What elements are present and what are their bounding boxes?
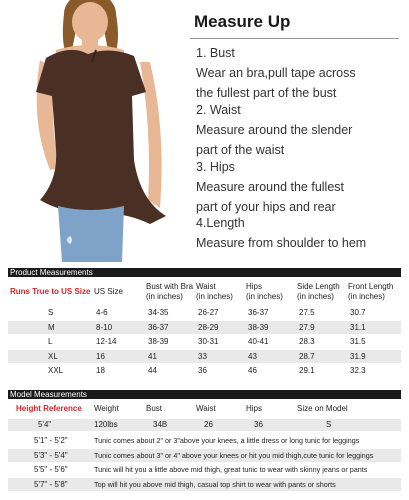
col-hips: Hips — [246, 282, 263, 291]
col-front-length-unit: (in inches) — [348, 292, 385, 301]
table-cell: 18 — [96, 366, 105, 375]
length-line-1: Measure from shoulder to hem — [196, 236, 367, 250]
col-model-bust: Bust — [146, 404, 163, 413]
col-bust-unit: (in inches) — [146, 292, 183, 301]
table-cell: 27.5 — [299, 308, 315, 317]
hips-instruction — [196, 157, 344, 217]
fit-note: Top will hit you above mid thigh, casual top shirt to wear with pants or shorts — [94, 479, 336, 489]
model-measurements-band: Model Measurements — [8, 390, 401, 399]
table-cell: 28.7 — [299, 351, 315, 361]
table-cell: 4-6 — [96, 308, 108, 317]
bust-instruction — [196, 43, 356, 103]
table-cell: 12-14 — [96, 337, 117, 346]
height-range: 5'3" - 5'4" — [34, 450, 68, 460]
hips-heading: 3. Hips — [196, 160, 235, 174]
table-cell: 41 — [148, 351, 157, 361]
height-range: 5'1" - 5'2" — [34, 436, 68, 445]
table-cell: 8-10 — [96, 322, 113, 332]
col-side-length-unit: (in inches) — [297, 292, 334, 301]
table-cell: 30.7 — [350, 308, 366, 317]
table-cell: 38-39 — [148, 337, 169, 346]
product-measurements-band: Product Measurements — [8, 268, 401, 277]
col-height-reference: Height Reference — [16, 404, 82, 413]
waist-line-2: part of the waist — [196, 143, 285, 157]
table-cell: 32.3 — [350, 366, 366, 375]
table-row — [8, 350, 401, 363]
table-cell: 31.9 — [350, 351, 366, 361]
product-photo — [0, 0, 180, 262]
bust-heading: 1. Bust — [196, 46, 235, 60]
table-row — [8, 335, 401, 348]
table-cell: 30-31 — [198, 337, 219, 346]
table-cell: 28.3 — [299, 337, 315, 346]
fit-note: Tunic will hit you a little above mid thigh, great tunic to wear with skinny jeans or pants — [94, 465, 368, 474]
model-header-row — [8, 402, 401, 416]
model-waist: 26 — [204, 420, 213, 429]
table-cell: 31.1 — [350, 322, 366, 332]
height-range: 5'5" - 5'6" — [34, 465, 68, 474]
list-item — [8, 434, 401, 447]
model-stats-row — [8, 419, 401, 431]
model-height: 5'4" — [38, 420, 52, 429]
fit-note: Tunic comes about 3" or 4" above your knees or hit you mid thigh,cute tunic for leggings — [94, 450, 374, 460]
model-weight: 120lbs — [94, 420, 118, 429]
table-cell: 16 — [96, 351, 105, 361]
hips-line-2: part of your hips and rear — [196, 200, 336, 214]
bust-line-1: Wear an bra,pull tape across — [196, 66, 356, 80]
table-cell: 29.1 — [299, 366, 315, 375]
product-header-row — [8, 280, 401, 304]
table-cell: 46 — [248, 366, 257, 375]
title-divider — [190, 38, 399, 39]
col-bust: Bust with Bra — [146, 282, 194, 291]
bust-line-2: the fullest part of the bust — [196, 86, 337, 100]
table-cell: 34-35 — [148, 308, 169, 317]
table-cell: 28-29 — [198, 322, 219, 332]
table-row — [8, 306, 401, 319]
col-side-length: Side Length — [297, 282, 340, 291]
table-cell: 38-39 — [248, 322, 269, 332]
col-model-waist: Waist — [196, 404, 216, 413]
table-cell: 31.5 — [350, 337, 366, 346]
table-cell: XL — [48, 351, 58, 361]
runs-true-label: Runs True to US Size — [10, 287, 91, 296]
list-item — [8, 478, 401, 491]
col-waist: Waist — [196, 282, 216, 291]
table-cell: XXL — [48, 366, 64, 375]
model-table — [8, 402, 401, 498]
table-cell: 33 — [198, 351, 207, 361]
measure-up-panel — [190, 0, 409, 262]
col-hips-unit: (in inches) — [246, 292, 283, 301]
table-cell: L — [48, 337, 53, 346]
table-cell: 44 — [148, 366, 157, 375]
table-cell: 43 — [248, 351, 257, 361]
product-table — [8, 280, 401, 380]
list-item — [8, 463, 401, 476]
table-row — [8, 364, 401, 377]
length-heading: 4.Length — [196, 216, 245, 230]
table-cell: S — [48, 308, 54, 317]
hips-line-1: Measure around the fullest — [196, 180, 345, 194]
waist-heading: 2. Waist — [196, 103, 241, 117]
table-row — [8, 321, 401, 334]
table-cell: 36 — [198, 366, 207, 375]
table-cell: 27.9 — [299, 322, 315, 332]
model-bust: 34B — [153, 420, 168, 429]
fit-note: Tunic comes about 2" or 3"above your knees, a little dress or long tunic for leggings — [94, 436, 360, 445]
table-cell: 36-37 — [148, 322, 169, 332]
table-cell: 40-41 — [248, 337, 269, 346]
col-weight: Weight — [94, 404, 119, 413]
height-range: 5'7" - 5'8" — [34, 479, 68, 489]
list-item — [8, 449, 401, 462]
model-size: S — [326, 420, 332, 429]
waist-instruction — [196, 100, 352, 160]
model-illustration — [0, 0, 180, 262]
col-model-hips: Hips — [246, 404, 263, 413]
col-waist-unit: (in inches) — [196, 292, 233, 301]
measure-up-title: Measure Up — [194, 12, 291, 31]
length-instruction — [196, 213, 366, 253]
waist-line-1: Measure around the slender — [196, 123, 353, 137]
model-hips: 36 — [254, 420, 263, 429]
table-cell: M — [48, 322, 55, 332]
col-size-on-model: Size on Model — [297, 404, 348, 413]
col-front-length: Front Length — [348, 282, 394, 291]
table-cell: 26-27 — [198, 308, 219, 317]
table-cell: 36-37 — [248, 308, 269, 317]
col-us-size: US Size — [94, 287, 123, 296]
